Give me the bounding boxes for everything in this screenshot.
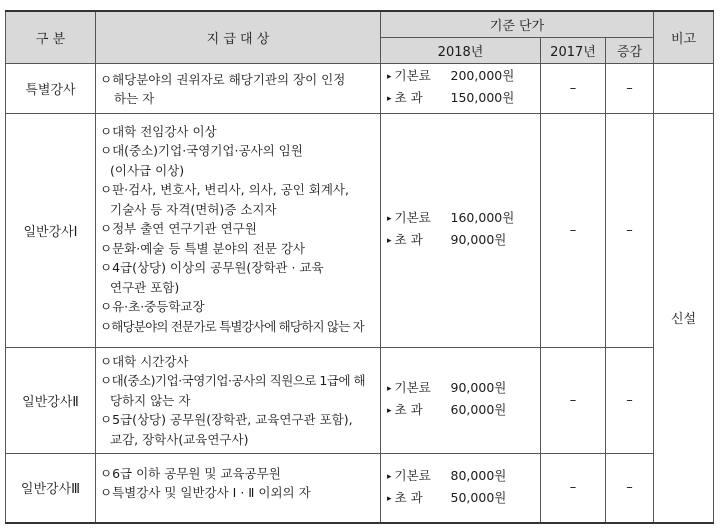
rate-cell — [381, 113, 541, 347]
target-line: ㅇ해당분야의 권위자로 해당기관의 장이 인정 — [100, 71, 346, 87]
bullet-triangle-icon: ▸ — [387, 384, 392, 394]
target-cell — [96, 113, 381, 347]
base-value: 90,000원 — [450, 380, 507, 395]
header-category: 구 분 — [6, 11, 96, 63]
value-2017: – — [541, 453, 606, 523]
value-2017: – — [541, 347, 606, 453]
rate-cell — [381, 347, 541, 453]
bullet-triangle-icon: ▸ — [387, 214, 392, 224]
target-line: ㅇ대(중소)기업·국영기업·공사의 직원으로 1급에 해 — [100, 373, 366, 388]
header-note: 비고 — [654, 11, 714, 63]
base-value: 80,000원 — [450, 467, 507, 483]
lecturer-rate-table — [5, 10, 714, 524]
bullet-triangle-icon: ▸ — [387, 236, 392, 246]
target-line: ㅇ유·초·중등학교장 — [100, 299, 205, 314]
header-2017: 2017년 — [541, 37, 606, 63]
table-row — [6, 453, 714, 523]
value-2017: – — [541, 63, 606, 113]
header-2018: 2018년 — [381, 37, 541, 63]
header-target: 지 급 대 상 — [96, 11, 381, 63]
value-change: – — [606, 453, 654, 523]
rate-cell — [381, 453, 541, 523]
bullet-triangle-icon: ▸ — [387, 471, 392, 482]
target-line: 하는 자 — [114, 91, 155, 106]
table-row — [6, 347, 714, 453]
note-cell-empty — [654, 63, 714, 113]
target-line: ㅇ대학 시간강사 — [100, 353, 189, 369]
target-line: ㅇ대(중소)기업·국영기업·공사의 임원 — [100, 143, 303, 158]
bullet-triangle-icon: ▸ — [387, 406, 392, 416]
rate-table-container — [5, 10, 713, 524]
header-row-1 — [6, 11, 714, 37]
target-line: 당하지 않는 자 — [110, 392, 191, 408]
target-line: ㅇ판·검사, 변호사, 변리사, 의사, 공인 회계사, — [100, 182, 349, 197]
target-line: ㅇ대학 전임강사 이상 — [100, 123, 217, 139]
excess-label: 초 과 — [394, 90, 423, 105]
value-change: – — [606, 63, 654, 113]
rate-cell — [381, 63, 541, 113]
target-line: ㅇ4급(상당) 이상의 공무원(장학관 · 교육 — [100, 260, 324, 275]
note-cell: 신설 — [654, 113, 714, 523]
value-2017: – — [541, 113, 606, 347]
base-label: 기본료 — [394, 380, 431, 395]
category-cell: 일반강사Ⅲ — [6, 453, 96, 523]
target-cell — [96, 453, 381, 523]
header-unit-price: 기준 단가 — [381, 11, 654, 37]
target-line: 연구관 포함) — [110, 279, 180, 295]
excess-label: 초 과 — [394, 402, 423, 417]
excess-label: 초 과 — [394, 232, 423, 247]
category-cell: 특별강사 — [6, 63, 96, 113]
category-cell: 일반강사Ⅰ — [6, 113, 96, 347]
target-line: 기술사 등 자격(면허)증 소지자 — [110, 201, 277, 217]
bullet-triangle-icon: ▸ — [387, 72, 392, 82]
base-label: 기본료 — [394, 68, 431, 83]
target-line: (이사급 이상) — [110, 162, 185, 178]
target-line: ㅇ해당분야의 전문가로 특별강사에 해당하지 않는 자 — [100, 318, 364, 334]
excess-label: 초 과 — [394, 489, 423, 505]
category-cell: 일반강사Ⅱ — [6, 347, 96, 453]
target-line: ㅇ문화·예술 등 특별 분야의 전문 강사 — [100, 240, 305, 256]
bullet-triangle-icon: ▸ — [387, 493, 392, 504]
target-cell — [96, 63, 381, 113]
excess-value: 150,000원 — [450, 90, 515, 105]
base-label: 기본료 — [394, 210, 431, 225]
excess-value: 60,000원 — [450, 402, 507, 417]
base-value: 200,000원 — [450, 68, 515, 83]
table-row — [6, 63, 714, 113]
value-change: – — [606, 113, 654, 347]
excess-value: 50,000원 — [450, 489, 507, 505]
target-cell — [96, 347, 381, 453]
base-value: 160,000원 — [450, 210, 515, 225]
header-change: 증감 — [606, 37, 654, 63]
target-line: ㅇ정부 출연 연구기관 연구원 — [100, 221, 257, 236]
base-label: 기본료 — [394, 467, 431, 483]
target-line: 교감, 장학사(교육연구사) — [110, 431, 249, 447]
value-change: – — [606, 347, 654, 453]
bullet-triangle-icon: ▸ — [387, 94, 392, 104]
target-line: ㅇ5급(상당) 공무원(장학관, 교육연구관 포함), — [100, 412, 353, 427]
excess-value: 90,000원 — [450, 232, 507, 247]
target-line: ㅇ6급 이하 공무원 및 교육공무원 — [100, 465, 281, 481]
target-line: ㅇ특별강사 및 일반강사 Ⅰ · Ⅱ 이외의 자 — [100, 485, 311, 500]
table-row — [6, 113, 714, 347]
